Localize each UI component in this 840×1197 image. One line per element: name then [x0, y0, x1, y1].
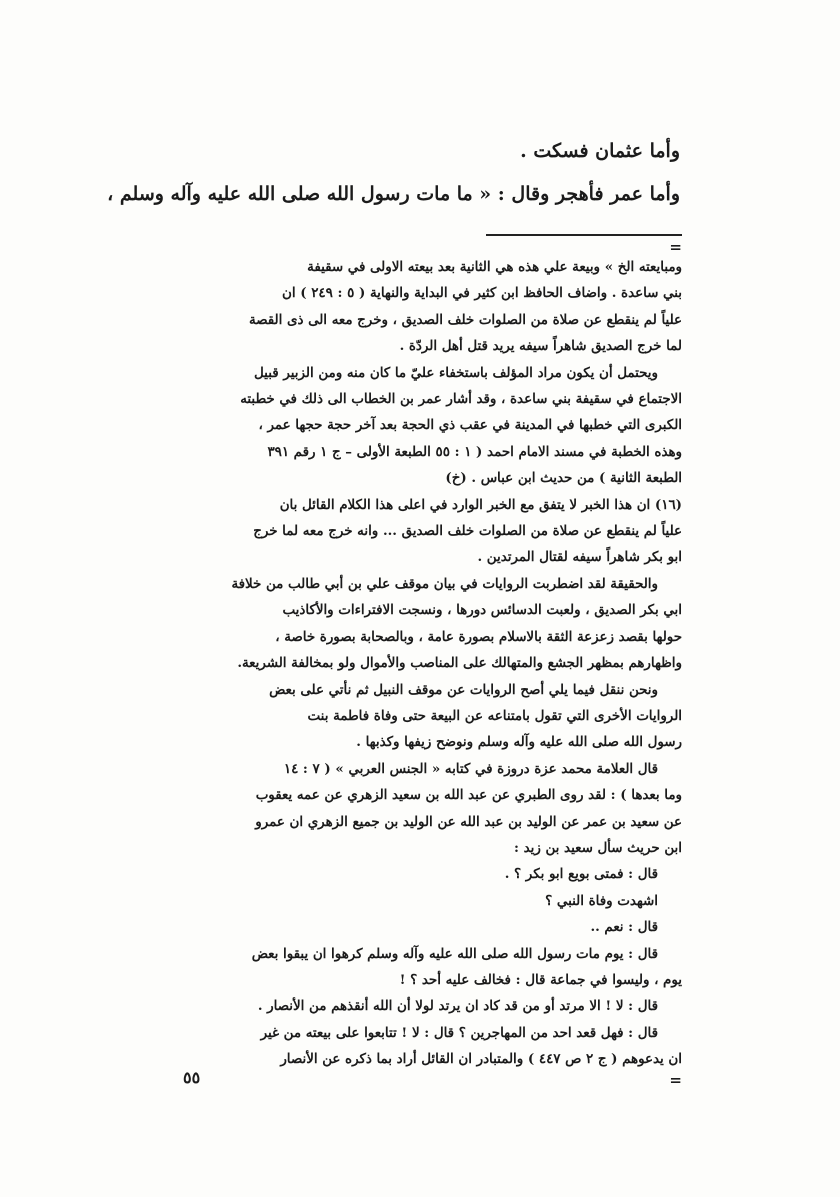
footnote-line: واظهارهم بمظهر الجشع والمتهالك على المناصب والأموال ولو بمخالفة الشريعة. [237, 655, 682, 672]
footnote-line: ومبايعته الخ » وبيعة علي هذه هي الثانية بعد بيعته الاولى في سقيفة [307, 259, 682, 275]
footnote-line: ان يدعوهم ( ج ٢ ص ٤٤٧ ) والمتبادر ان القائل أراد بما ذكره عن الأنصار [280, 1051, 682, 1068]
footnote-line: الروايات الأخرى التي تقول بامتناعه عن البيعة حتى وفاة فاطمة بنت [307, 707, 682, 724]
footnote-line: علياً لم ينقطع عن صلاة من الصلوات خلف الصديق ، وخرج معه الى ذى القصة [248, 311, 682, 328]
main-text-line: وأما عثمان فسكت . [520, 140, 680, 162]
footnote-line: لما خرج الصديق شاهراً سيفه يريد قتل أهل الردّة . [399, 338, 682, 355]
footnote-block [110, 240, 682, 1087]
footnote-separator-rule [486, 234, 682, 236]
footnote-line: عن سعيد بن عمر عن الوليد بن عبد الله عن الوليد بن جميع الزهري ان عمرو [255, 813, 682, 830]
footnote-line: قال : فمتى بويع ابو بكر ؟ . [504, 866, 658, 883]
footnote-line: ابي بكر الصديق ، ولعبت الدسائس دورها ، ونسجت الافتراءات والأكاذيب [282, 602, 682, 619]
footnote-line: الاجتماع في سقيفة بني ساعدة ، وقد أشار عمر بن الخطاب الى ذلك في خطبته [240, 391, 682, 408]
footnote-line: (١٦) ان هذا الخبر لا يتفق مع الخبر الوارد في اعلى هذا الكلام القائل بان [279, 496, 682, 513]
footnote-line: ابن حريث سأل سعيد بن زيد : [513, 839, 682, 856]
footnote-line: قال : يوم مات رسول الله صلى الله عليه وآله وسلم كرهوا ان يبقوا بعض [251, 945, 658, 962]
footnote-line: وما بعدها ) : لقد روى الطبري عن عبد الله بن سعيد الزهري عن عمه يعقوب [255, 787, 682, 804]
footnote-line: حولها بقصد زعزعة الثقة بالاسلام بصورة عامة ، وبالصحابة بصورة خاصة ، [275, 628, 682, 645]
footnote-line: والحقيقة لقد اضطربت الروايات في بيان موقف علي بن أبي طالب من خلافة [231, 575, 658, 592]
footnote-line: علياً لم ينقطع عن صلاة من الصلوات خلف الصديق ... وانه خرج معه لما خرج [253, 523, 682, 540]
continuation-mark-bottom: = [669, 1070, 682, 1089]
page-number: ٥٥ [183, 1068, 201, 1087]
footnote-line: الكبرى التي خطبها في المدينة في عقب ذي الحجة بعد آخر حجة حجها عمر ، [258, 417, 682, 434]
main-text-line-2 [107, 183, 680, 205]
footnote-line: قال : فهل قعد احد من المهاجرين ؟ قال : لا ! تتابعوا على بيعته من غير [260, 1024, 658, 1041]
footnote-line: بني ساعدة . واضاف الحافظ ابن كثير في البداية والنهاية ( ٥ : ٢٤٩ ) ان [282, 285, 682, 302]
main-text-line: وأما عمر فأهجر وقال : « ما مات رسول الله صلى الله عليه وآله وسلم ، [107, 183, 680, 205]
footnote-line: قال : نعم .. [590, 919, 658, 936]
footnote-line: ونحن ننقل فيما يلي أصح الروايات عن موقف النبيل ثم نأتي على بعض [269, 681, 658, 698]
main-text-line-1 [120, 140, 680, 162]
footnote-line: قال : لا ! الا مرتد أو من قد كاد ان يرتد لولا أن الله أنقذهم من الأنصار . [257, 998, 658, 1015]
footnote-line: قال العلامة محمد عزة دروزة في كتابه « الجنس العربي » ( ٧ : ١٤ [283, 760, 658, 777]
footnote-line: رسول الله صلى الله عليه وآله وسلم ونوضح زيفها وكذبها . [356, 734, 682, 751]
footnote-line: ابو بكر شاهراً سيفه لقتال المرتدين . [477, 549, 682, 566]
footnote-line: الطبعة الثانية ) من حديث ابن عباس . (خ) [445, 470, 682, 487]
footnote-line: ويحتمل أن يكون مراد المؤلف باستخفاء عليّ ما كان منه ومن الزبير قبيل [254, 364, 658, 381]
footnote-line: اشهدت وفاة النبي ؟ [545, 892, 658, 909]
continuation-mark-top: = [669, 238, 682, 256]
footnote-line: وهذه الخطبة في مسند الامام احمد ( ١ : ٥٥ الطبعة الأولى – ج ١ رقم ٣٩١ [267, 443, 682, 460]
footnote-line: يوم ، وليسوا في جماعة قال : فخالف عليه أحد ؟ ! [399, 971, 682, 988]
